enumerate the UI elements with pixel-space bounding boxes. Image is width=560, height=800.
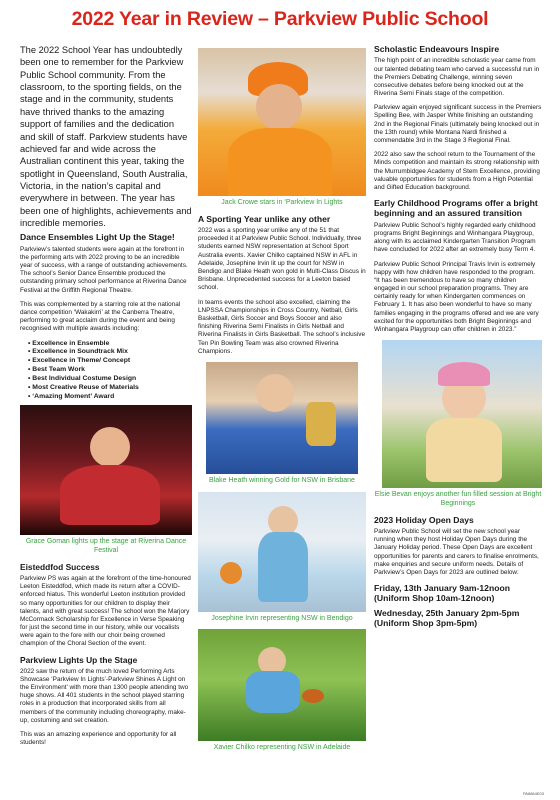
award-item: • Excellence in Soundtrack Mix (28, 348, 192, 357)
intro-text: The 2022 School Year has undoubtedly been one to remember for the Parkview Public School community. From the classroom, to the sporting fields, on the stage and in the community, students have thrived thanks to the amazing support of families and the dedication and skill of staff. Parkview students have achieved far and wide across the Australian continent this year, taking the spotlight in Queensland, South Australia, Victoria, in the nation’s capital and everywhere in between. The year has been one of highlights, achievements and incredible memories. (20, 45, 192, 229)
elsie-bevan-caption: Elsie Bevan enjoys another fun filled session at Bright Beginnings (374, 491, 542, 507)
dance-paragraph-2: This was complemented by a starring role at the national dance competition ‘Wakakirri’ at the Canberra Theatre, performing to great acclaim during the event and being recognised with multiple awards including: (20, 300, 181, 333)
xavier-chilko-photo (198, 629, 366, 741)
early-childhood-paragraph-1: Parkview Public School’s highly regarded early childhood programs Bright Beginnings and Winhangara Playgroup, along with its acclaimed Kindergarten Transition Program have concluded for 2022 after an extremely busy Term 4. (374, 221, 536, 254)
jack-crowe-caption: Jack Crowe stars in ‘Parkview In Lights (221, 199, 343, 206)
open-day-1: Friday, 13th January 9am-12noon (Uniform Shop 10am-12noon) (374, 583, 510, 604)
award-item: • Excellence in Theme/ Concept (28, 357, 192, 366)
josephine-irvin-caption: Josephine Irvin representing NSW in Bendigo (211, 614, 353, 622)
page-title: 2022 Year in Review – Parkview Public School (71, 8, 489, 30)
holiday-paragraph: Parkview Public School will set the new school year running when they host Holiday Open Days during the January Holiday period. These Open Days are excellent opportunities for parents and carers to finalise enrolments, make enquiries and secure uniform needs. Details of Parkview’s Open Days for 2023 are outlined below: (374, 528, 539, 576)
scholastic-heading: Scholastic Endeavours Inspire (374, 44, 500, 54)
award-item: • Excellence in Ensemble (28, 340, 192, 349)
column-left (20, 44, 192, 753)
sport-heading: A Sporting Year unlike any other (198, 213, 331, 224)
lights-paragraph-2: This was an amazing experience and opportunity for all students! (20, 731, 177, 747)
dance-photo-caption: Grace Goman lights up the stage at Riverina Dance Festival (25, 538, 187, 555)
scholastic-paragraph-3: 2022 also saw the school return to the Tournament of the Minds competition and maintain its strong relationship with the Murrumbidgee Academy of Stem Excellence, providing valuable opportunities for students from a High Potential and Gifted Education background. (374, 151, 540, 191)
dance-photo (20, 405, 192, 535)
blake-heath-caption: Blake Heath winning Gold for NSW in Brisbane (209, 476, 355, 484)
lights-heading: Parkview Lights Up the Stage (20, 654, 138, 665)
scholastic-paragraph-2: Parkview again enjoyed significant success in the Premiers Spelling Bee, with Jasper White finishing an outstanding 2nd in the Regional Finals (ultimately being knocked out in the 13th round) while Montana Nardi finished a commendable 3rd in the Stage 3 Regional Final. (374, 104, 542, 144)
jack-crowe-photo (198, 48, 366, 196)
xavier-chilko-caption: Xavier Chilko representing NSW in Adelaide (213, 744, 351, 752)
lights-paragraph-1: 2022 saw the return of the much loved Performing Arts Showcase ‘Parkview In Lights’-Parkview Shines A Light on the Environment’ with more than 1300 people attending two huge shows. All 401 students in the school played starring roles in a production that incorporated skills from all members of the community including choreography, make-up, costuming and set creation. (20, 667, 189, 724)
sport-paragraph-1: 2022 was a sporting year unlike any of the 51 that proceeded it at Parkview Public School. Individually, three students earned NSW representation at School Sport Australia events. Xavier Chilko captained NSW in AFL in Adelaide, Josephine Irvin lit up the court for NSW in Bendigo and Blake Heath won gold in Multi-Class Discus in Brisbane. Unprecedented success for a Leeton based school. (198, 227, 366, 292)
eisteddfod-heading: Eisteddfod Success (20, 561, 100, 572)
sport-paragraph-2: In teams events the school also excelled, claiming the LNPSSA Championships in Cross Country, Netball, Girls Basketball, Girls Soccer and Boys Soccer and also finishing Riverina Semi Finalists in Girls Netball and Riverina Finalists in Girls Basketball. The school’s inclusive Ten Pin Bowling Team was also crowned Riverina Champions. (198, 298, 366, 355)
award-item: • ‘Amazing Moment’ Award (28, 393, 192, 402)
open-day-2: Wednesday, 25th January 2pm-5pm (Uniform Shop 3pm-5pm) (374, 607, 520, 629)
early-childhood-heading: Early Childhood Programs offer a bright beginning and an assured transition (374, 198, 538, 219)
dance-heading: Dance Ensembles Light Up the Stage! (20, 232, 175, 243)
early-childhood-paragraph-2: Parkview Public School Principal Travis Irvin is extremely happy with how children have responded to the program. “It has been tremendous to have so many children engaged in our school preparation programs. They are certainly ready for when Kindergarten commences on February 1. It has also been wonderful to have so many families engaging in the programs offered and we are very excited for the opportunities both Bright Beginnings and Winhangara Playgroup can offer children in 2023.” (374, 260, 539, 333)
scholastic-paragraph-1: The high point of an incredible scholastic year came from our talented debating team who carved a successful run in the Premiers Debating Challenge, winning seven consecutive debates before being knocked out at the Riverina Semi Finals stage of the competition. (374, 57, 540, 98)
blake-heath-photo (206, 362, 358, 474)
award-item: • Best Team Work (28, 366, 192, 375)
award-item: • Best Individual Costume Design (28, 375, 192, 384)
column-right (374, 44, 542, 632)
column-middle (198, 44, 366, 759)
footer-code: PA8864E03 (522, 791, 544, 796)
eisteddfod-paragraph: Parkview PS was again at the forefront of the time-honoured Leeton Eisteddfod, which made its return after a COVID-enforced hiatus. This wonderful Leeton institution provided so many opportunities for our children to display their talents, and with great success! The school won the Marjory McCormack Scholarship for Excellence in Verse Speaking for just the second time in our history, while our vocalists were again to the fore with our choir being crowned champion of the Choral Section of the event. (20, 574, 191, 648)
dance-paragraph-1: Parkview’s talented students were again at the forefront in the performing arts with 2022 proving to be an incredible year of success, with a range of outstanding achievements. The school’s Senior Dance Ensemble produced the outstanding primary school performance at Riverina Dance Festival at the Griffith Regional Theatre. (20, 245, 188, 294)
award-item: • Most Creative Reuse of Materials (28, 384, 192, 393)
elsie-bevan-photo (382, 340, 542, 488)
awards-list (20, 340, 192, 402)
josephine-irvin-photo (198, 492, 366, 612)
holiday-heading: 2023 Holiday Open Days (374, 514, 474, 525)
